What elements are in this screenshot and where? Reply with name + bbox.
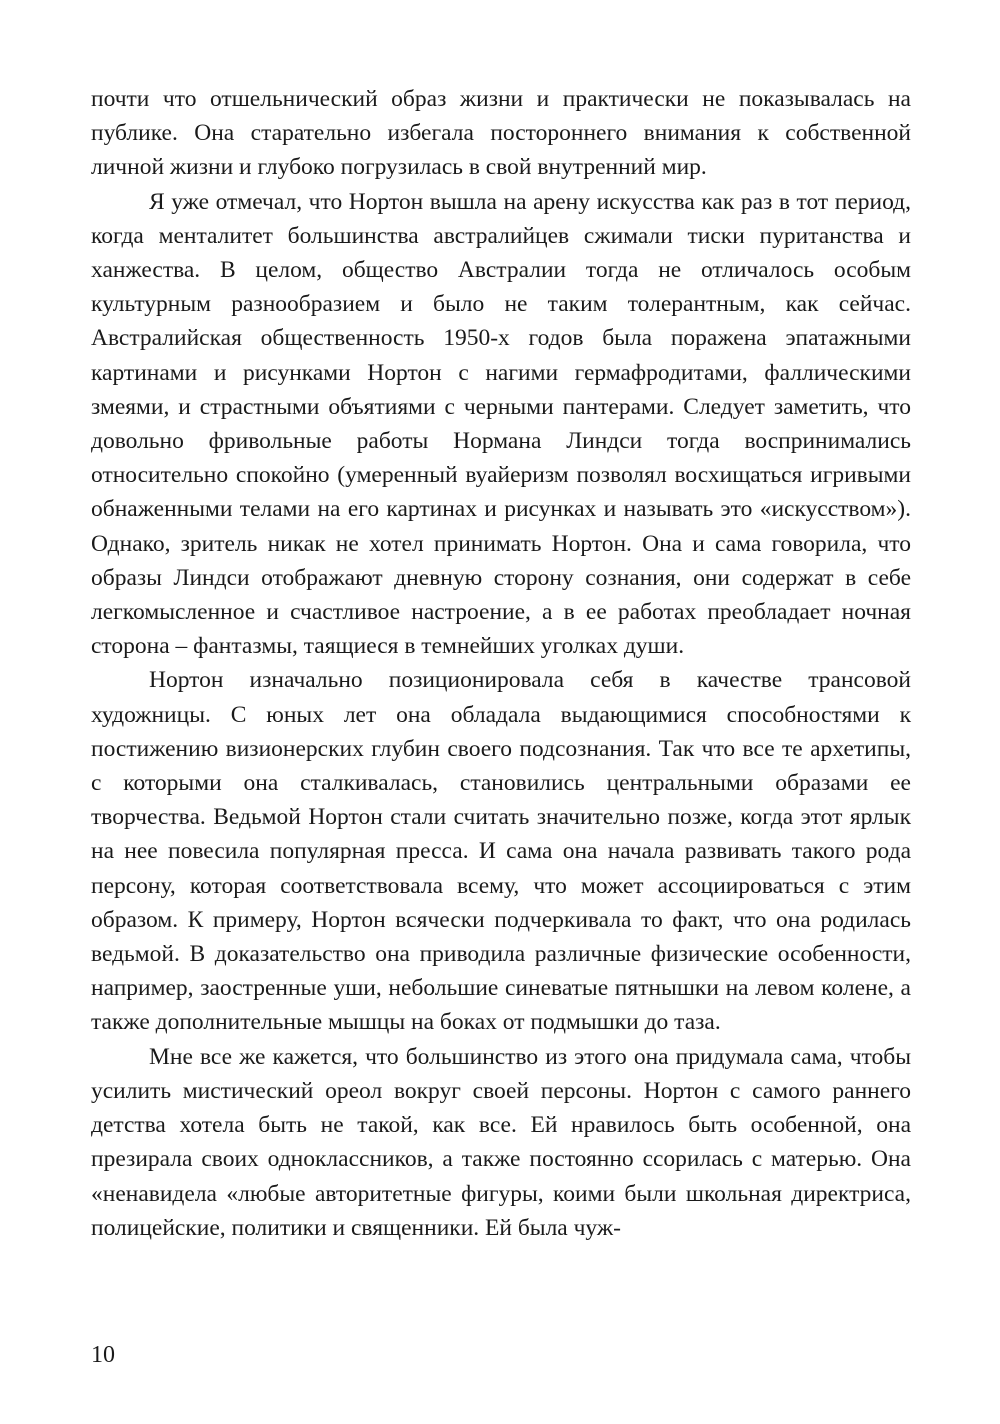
page-number: 10 [91, 1342, 115, 1368]
paragraph: Нортон изначально позиционировала себя в качестве трансовой художницы. С юных лет она обладала выдающимися способностями к постижению визионерских глубин своего подсознания. Так что все те архетипы, с которыми она сталкивалась, становились центральными образами ее творчества. Ведьмой Нортон стали считать значительно позже, когда этот ярлык на нее повесила популярная пресса. И сама она начала развивать такого рода персону, которая соответствовала всему, что может ассоциироваться с этим образом. К примеру, Нортон всячески подчеркивала то факт, что она родилась ведьмой. В доказательство она приводила различные физические особенности, например, заостренные уши, небольшие синеватые пятнышки на левом колене, а также дополнительные мышцы на боках от подмышки до таза. [91, 667, 911, 1036]
paragraph: Мне все же кажется, что большинство из этого она придумала сама, чтобы усилить мистический ореол вокруг своей персоны. Нортон с самого раннего детства хотела быть не такой, как все. Ей нравилось быть особенной, она презирала своих одноклассников, а также постоянно ссорилась с матерью. Она «ненавидела «любые авторитетные фигуры, коими были школьная директриса, полицейские, политики и священники. Ей была чуж- [91, 1043, 911, 1241]
body-text [91, 82, 911, 1245]
paragraph-continuation: почти что отшельнический образ жизни и практически не показывалась на публике. Она старательно избегала постороннего внимания к собственной личной жизни и глубоко погрузилась в свой внутренний мир. [91, 86, 911, 181]
paragraph: Я уже отмечал, что Нортон вышла на арену искусства как раз в тот период, когда менталитет большинства австралийцев сжимали тиски пуританства и ханжества. В целом, общество Австралии тогда не отличалось особым культурным разнообразием и было не таким толерантным, как сейчас. Австралийская общественность 1950-х годов была поражена эпатажными картинами и рисунками Нортон с нагими гермафродитами, фаллическими змеями, и страстными объятиями с черными пантерами. Следует заметить, что довольно фривольные работы Нормана Линдси тогда воспринимались относительно спокойно (умеренный вуайеризм позволял восхищаться игривыми обнаженными телами на его картинах и рисунках и называть это «искусством»). Однако, зритель никак не хотел принимать Нортон. Она и сама говорила, что образы Линдси отображают дневную сторону сознания, они содержат в себе легкомысленное и счастливое настроение, а в ее работах преобладает ночная сторона – фантазмы, таящиеся в темнейших уголках души. [91, 188, 911, 660]
